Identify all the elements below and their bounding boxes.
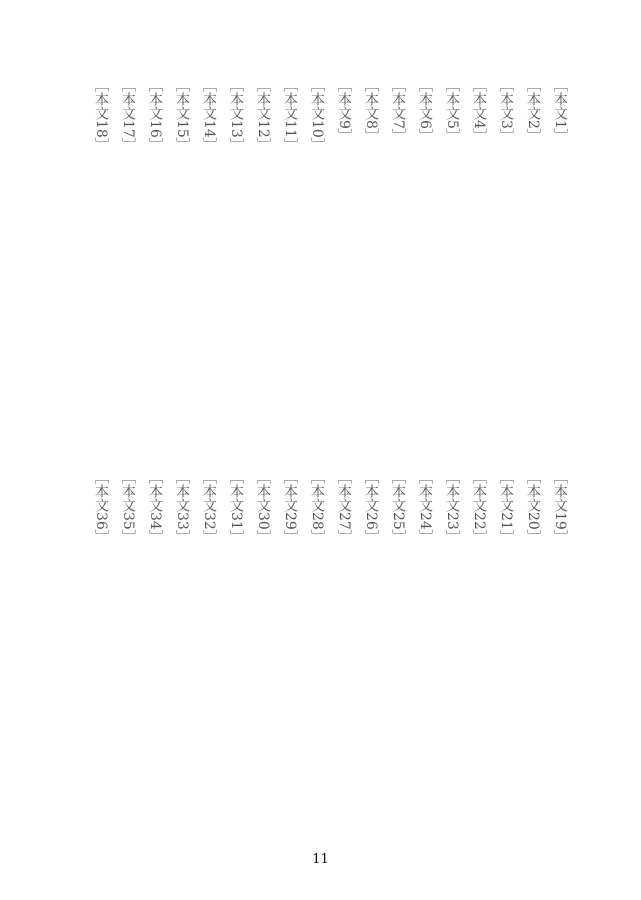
text-line: ［本文32］ xyxy=(201,470,217,544)
text-line: ［本文27］ xyxy=(336,470,352,544)
text-line: ［本文25］ xyxy=(390,470,406,544)
text-line: ［本文17］ xyxy=(120,78,136,152)
text-line: ［本文30］ xyxy=(255,470,271,544)
text-line: ［本文19］ xyxy=(552,470,568,544)
text-line: ［本文6］ xyxy=(417,78,433,143)
text-line: ［本文29］ xyxy=(282,470,298,544)
text-line: ［本文20］ xyxy=(525,470,541,544)
lower-text-block xyxy=(69,470,573,830)
text-line: ［本文23］ xyxy=(444,470,460,544)
upper-text-block xyxy=(69,78,573,418)
text-line: ［本文8］ xyxy=(363,78,379,143)
text-line: ［本文18］ xyxy=(93,78,109,152)
text-line: ［本文13］ xyxy=(228,78,244,152)
text-line: ［本文14］ xyxy=(201,78,217,152)
text-line: ［本文33］ xyxy=(174,470,190,544)
text-line: ［本文3］ xyxy=(498,78,514,143)
text-line: ［本文1］ xyxy=(552,78,568,143)
text-line: ［本文2］ xyxy=(525,78,541,143)
text-line: ［本文4］ xyxy=(471,78,487,143)
text-line: ［本文21］ xyxy=(498,470,514,544)
text-line: ［本文5］ xyxy=(444,78,460,143)
text-line: ［本文26］ xyxy=(363,470,379,544)
text-line: ［本文35］ xyxy=(120,470,136,544)
text-line: ［本文9］ xyxy=(336,78,352,143)
text-line: ［本文16］ xyxy=(147,78,163,152)
text-line: ［本文24］ xyxy=(417,470,433,544)
text-line: ［本文10］ xyxy=(309,78,325,152)
text-line: ［本文34］ xyxy=(147,470,163,544)
text-line: ［本文28］ xyxy=(309,470,325,544)
text-line: ［本文15］ xyxy=(174,78,190,152)
text-line: ［本文36］ xyxy=(93,470,109,544)
text-line: ［本文7］ xyxy=(390,78,406,143)
text-line: ［本文11］ xyxy=(282,78,298,152)
text-line: ［本文12］ xyxy=(255,78,271,152)
page-number: 11 xyxy=(312,852,329,867)
text-line: ［本文31］ xyxy=(228,470,244,544)
text-line: ［本文22］ xyxy=(471,470,487,544)
